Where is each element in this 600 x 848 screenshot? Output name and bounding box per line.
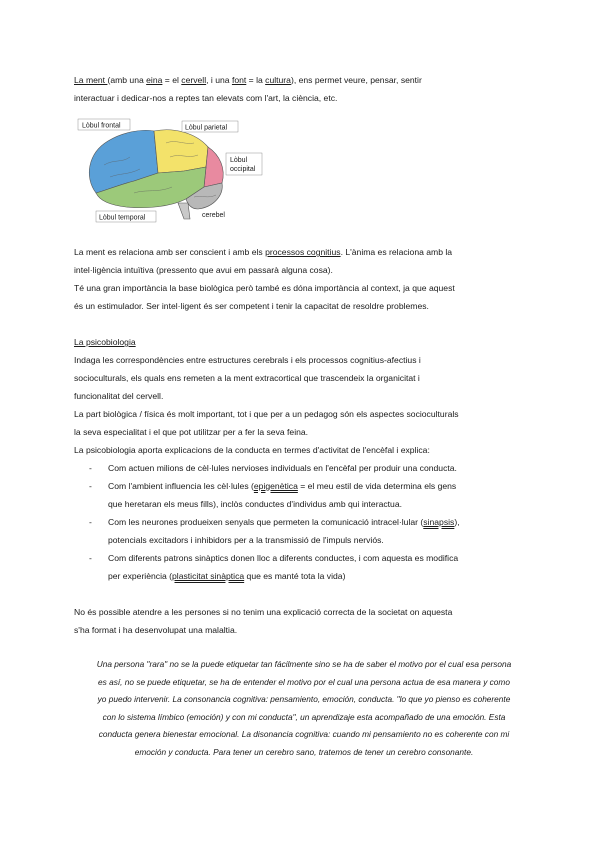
list-item: - Com l'ambient influencia les cèl·lules (epigenètica = el meu estil de vida determina els gens que heretaran els meus fills), inclòs conductes d'individus amb qui interactua. (89, 481, 457, 509)
psico-line-5: la seva especialitat i el que pot utilitzar per a fer la seva feina. (74, 427, 309, 437)
psico-line-2: socioculturals, els quals ens remeten a la ment extracortical que trascendeix la organicitat i (74, 373, 420, 383)
society-line-1: No és possible atendre a les persones si no tenim una explicació correcta de la societat on aquesta (74, 607, 453, 617)
note-line-2: es así, no se puede etiquetar, se ha de entender el motivo por el cual una persona actua de esa manera y como (98, 676, 510, 687)
spanish-note (74, 656, 534, 761)
label-parietal-lobe: Lòbul parietal (185, 124, 228, 132)
term-font: font (231, 75, 247, 85)
label-frontal-lobe: Lòbul frontal (82, 122, 121, 130)
note-line-4: con lo sistema límbico (emoción) y con mi conducta", un aprendizaje esta acompañado de una emoción. Esta (102, 711, 506, 722)
term-sinapsis: sinapsis (423, 517, 455, 527)
note-line-3: yo puedo intervenir. La consonancia cognitiva: pensamiento, emoción, conducta. "lo que yo pienso es coherente (97, 694, 511, 704)
intro-paragraph (74, 71, 534, 107)
note-line-1: Una persona "rara" no se la puede etiquetar tan fácilmente sino se ha de saber el motivo por el cual esa persona (96, 659, 512, 669)
mind-line-4: és un estimulador. Ser intel·ligent és ser competent i tenir la capacitat de resoldre problemes. (74, 301, 429, 311)
parietal-lobe-shape (154, 130, 208, 173)
label-cerebellum: cerebel (202, 212, 225, 219)
list-item: - Com diferents patrons sinàptics donen lloc a diferents conductes, i com aquesta es modifica per experiència (plasticitat sinàptica que es manté tota la vida) (89, 553, 459, 581)
term-cervell: cervell (181, 75, 207, 85)
mind-paragraph (74, 243, 534, 315)
psico-line-4: La part biològica / física és molt important, tot i que per a un pedagog són els aspectes socioculturals (74, 409, 459, 419)
note-line-6: emoción y conducta. Para tener un cerebro sano, tratemos de tener un cerebro consonante. (134, 746, 474, 757)
intro-line-1: La ment (amb una eina = el cervell, i una font = la cultura), ens permet veure, pensar, sentir (74, 75, 422, 85)
society-line-2: s'ha format i ha desenvolupat una malaltia. (74, 625, 238, 635)
psico-line-1: Indaga les correspondències entre estructures cerebrals i els processos cognitius-afectius i (74, 355, 421, 365)
intro-line-2: interactuar i dedicar-nos a reptes tan elevats com l'art, la ciència, etc. (74, 93, 338, 103)
term-processos-cognitius: processos cognitius (265, 247, 341, 257)
psicobiologia-section (74, 333, 534, 585)
brain-stem-shape (178, 203, 190, 219)
term-cultura: cultura (265, 75, 291, 85)
label-occipital-lobe-1: Lòbul (230, 157, 248, 164)
list-item: - Com les neurones produeixen senyals que permeten la comunicació intracel·lular (sinapsis), potencials excitadors i inhibidors per a la transmissió de l'impuls nerviós. (89, 517, 460, 545)
society-paragraph (74, 603, 534, 639)
term-eina: eina (146, 75, 163, 85)
mind-line-3: Té una gran importància la base biològica però també es dóna importància al context, ja que aquest (74, 283, 455, 293)
label-temporal-lobe: Lòbul temporal (99, 214, 146, 222)
list-item: - Com actuen milions de cèl·lules nervioses individuals en l'encèfal per produir una conducta. (89, 463, 457, 473)
mind-line-1: La ment es relaciona amb ser conscient i amb els processos cognitius. L'ànima es relaciona amb la (74, 247, 453, 257)
brain-lobes-illustration (74, 115, 274, 227)
term-epigenetica: epigenètica (253, 481, 298, 491)
mind-line-2: intel·ligència intuïtiva (pressento que avui em passarà alguna cosa). (74, 265, 333, 275)
term-la-ment: La ment (74, 75, 108, 85)
label-occipital-lobe-2: occipital (230, 166, 256, 173)
psico-line-3: funcionalitat del cervell. (74, 391, 164, 401)
psico-line-6: La psicobiologia aporta explicacions de la conducta en termes d'activitat de l'encèfal i explica: (74, 445, 430, 455)
note-line-5: conducta genera bienestar emocional. La disonancia cognitiva: cuando mi pensamiento no es coherente con mi (98, 729, 510, 739)
term-plasticitat-sinaptica: plasticitat sinàptica (172, 571, 245, 581)
section-heading: La psicobiologia (74, 337, 136, 347)
explanations-list (74, 459, 534, 585)
